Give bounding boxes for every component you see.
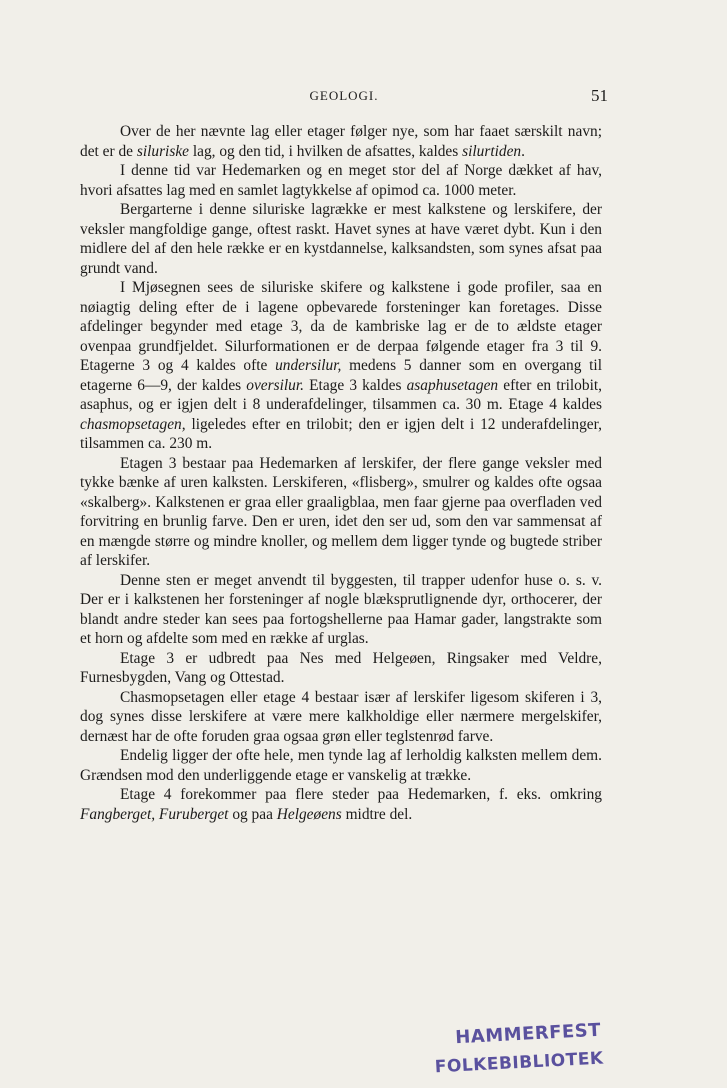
paragraph xyxy=(80,122,602,161)
library-stamp xyxy=(433,1020,604,1078)
italic-term: Helgeøens xyxy=(276,805,342,823)
stamp-line-2: FOLKEBIBLIOTEK xyxy=(434,1048,605,1078)
paragraph xyxy=(80,688,602,747)
stamp-line-1: HAMMERFEST xyxy=(454,1019,602,1049)
text-run: . xyxy=(521,142,525,160)
text-run: Etage 3 kaldes xyxy=(304,376,407,394)
paragraph xyxy=(80,746,602,785)
text-run: medens 5 danner som en overgang til etagerne 6—9, der kaldes xyxy=(80,357,602,394)
paragraph xyxy=(80,278,602,454)
italic-term: Fangberget, Furuberget xyxy=(80,805,229,823)
text-run: Etage 3 er udbredt paa Nes med Helgeøen, Ringsaker med Veldre, Furnesbygden, Vang og Ottestad. xyxy=(80,649,602,686)
text-run: Etagen 3 bestaar paa Hedemarken af lerskifer, der flere gange veksler med tykke bænke af uren kalksten. Lerskiferen, «flisberg», smulrer og kaldes ofte ogsaa «skalberg». Kalkstenen er graa eller graaligblaa, men faar gjerne paa overfladen ved forvitring en brunlig farve. Den er uren, idet den ser ud, som den var sammensat af en mængde større og mindre knoller, og mellem dem ligger tynde og bugtede striber af lerskifer. xyxy=(80,454,602,569)
italic-term: siluriske xyxy=(136,142,189,160)
paragraph xyxy=(80,161,602,200)
page-number: 51 xyxy=(591,86,608,105)
text-run: I Mjøsegnen sees de siluriske skifere og kalkstene i gode profiler, saa en nøiagtig deling efter de i lagene opbevarede forsteninger kan foretages. Disse afdelinger begynder med etage 3, da de kambriske lag er de to ældste etager ovenpaa grundfjeldet. Silurformationen er de derpaa følgende etager fra 3 til 9. Etagerne 3 og 4 kaldes ofte xyxy=(80,279,602,374)
paragraph xyxy=(80,200,602,278)
text-run: Endelig ligger der ofte hele, men tynde lag af lerholdig kalksten mellem dem. Grændsen mod den underliggende etage er vanskelig at trække. xyxy=(80,747,602,784)
text-run: ligeledes efter en trilobit; den er igjen delt i 12 underafdelinger, tilsammen ca. 230 m. xyxy=(80,415,602,452)
text-run: Bergarterne i denne siluriske lagrække er mest kalkstene og lerskifere, der veksler mangfoldige gange, oftest raskt. Havet synes at have været dybt. Kun i den midlere del af den hele række er en kystdannelse, kalksandsten, som synes afsat paa grundt vand. xyxy=(80,201,602,277)
running-title: GEOLOGI. xyxy=(309,88,379,103)
text-run: efter en trilobit, asaphus, og er igjen delt i 8 underafdelinger, tilsammen ca. 30 m. Etage 4 kaldes xyxy=(80,376,602,413)
italic-term: silurtiden xyxy=(462,142,522,160)
text-run: Denne sten er meget anvendt til byggesten, til trapper udenfor huse o. s. v. Der er i kalkstenen her forsteninger af nogle blæksprutlignende dyr, orthocerer, der blandt andre steder kan sees paa fortogshellerne paa Hamar gader, langstrakte som et horn og afdelte som med en række af urglas. xyxy=(80,571,602,647)
text-run: I denne tid var Hedemarken og en meget stor del af Norge dækket af hav, hvori afsattes lag med en samlet lagtykkelse af opimod ca. 1000 meter. xyxy=(80,162,602,199)
italic-term: undersilur, xyxy=(275,357,342,374)
text-run: lag, og den tid, i hvilken de afsattes, kaldes xyxy=(188,142,463,160)
body-text xyxy=(80,122,602,824)
running-head xyxy=(80,88,608,108)
paragraph xyxy=(80,571,602,649)
italic-term: asaphusetagen xyxy=(406,376,499,394)
paragraph xyxy=(80,454,602,571)
paragraph xyxy=(80,785,602,824)
italic-term: oversilur. xyxy=(246,376,304,394)
text-run: Etage 4 forekommer paa flere steder paa Hedemarken, f. eks. omkring xyxy=(120,786,602,803)
text-run: og paa xyxy=(228,805,277,823)
paragraph xyxy=(80,649,602,688)
text-run: Over de her nævnte lag eller etager følger nye, som har faaet særskilt navn; det er de xyxy=(80,123,602,160)
text-run: Chasmopsetagen eller etage 4 bestaar især af lerskifer ligesom skiferen i 3, dog synes disse lerskifere at være mere kalkholdige eller nærmere mergelskifer, dernæst har de ofte foruden graa ogsaa grøn eller teglstenrød farve. xyxy=(80,688,602,745)
text-run: midtre del. xyxy=(341,805,413,823)
italic-term: chasmopsetagen, xyxy=(80,415,186,433)
